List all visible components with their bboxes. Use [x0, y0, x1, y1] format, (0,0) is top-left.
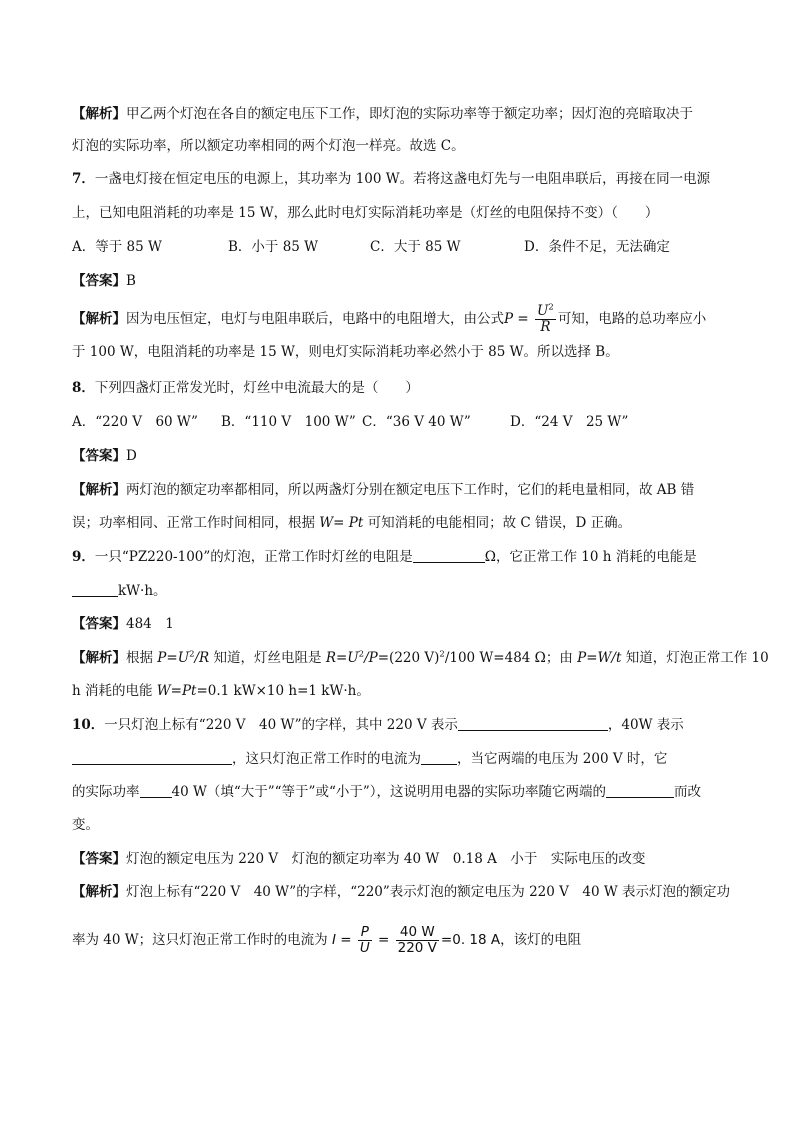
answer-label: 【答案】 [72, 851, 126, 867]
formula-numerator: P [358, 925, 372, 941]
q8-answer-value: D [126, 448, 137, 464]
q9-analysis-text: h 消耗的电能 [72, 683, 157, 699]
q10-stem-line-1 [72, 715, 722, 735]
q9-answer [72, 614, 722, 634]
analysis-label: 【解析】 [72, 650, 126, 666]
q7-analysis-line-2: 于 100 W，电阻消耗的功率是 15 W，则电灯实际消耗功率必然小于 85 W。所以选择 B。 [72, 344, 619, 360]
formula-power: P=U [157, 650, 190, 666]
q8-analysis-line-2 [72, 513, 722, 533]
q7-stem-line-2: 上，已知电阻消耗的功率是 15 W，那么此时电灯实际消耗功率是（灯丝的电阻保持不变）（ ） [72, 205, 659, 221]
q7-analysis-line-1 [72, 302, 722, 336]
q8-option-d: D．“24 V 25 W” [510, 414, 629, 430]
q10-blank-compare[interactable] [140, 783, 172, 798]
formula-power-den: /R [194, 650, 210, 666]
answer-label: 【答案】 [72, 448, 126, 464]
q10-analysis-text: 灯泡上标有“220 V 40 W”的字样，“220”表示灯泡的额定电压为 220 V 40 W 表示灯泡的额定功 [126, 884, 731, 900]
formula-exponent: 2 [439, 649, 445, 660]
q7-answer-value: B [126, 273, 136, 289]
formula-w-pt: W=Pt [156, 683, 197, 699]
q9-answer-value: 484 1 [126, 616, 174, 632]
formula-equals: = [373, 932, 394, 948]
q9-blank-energy[interactable] [72, 582, 118, 597]
formula-resistance-den: /P= [364, 650, 390, 666]
q8-analysis-line-1 [72, 480, 722, 500]
q9-stem-unit: kW·h。 [118, 583, 167, 599]
q8-option-c: C．“36 V 40 W” [362, 414, 471, 430]
formula-numerator: 40 W [396, 925, 439, 941]
q10-stem-text: ，当它两端的电压为 200 V 时，它 [457, 751, 668, 767]
formula-exponent: 2 [548, 302, 554, 313]
q9-analysis-line-1 [72, 648, 769, 668]
q10-number: 10． [72, 717, 105, 733]
analysis-label: 【解析】 [72, 106, 126, 122]
q9-analysis-text: /100 W=484 Ω；由 [444, 650, 578, 666]
q9-stem-line-1 [72, 547, 722, 567]
formula-p-wt: P=W/t [577, 650, 622, 666]
formula-fraction-values [396, 925, 439, 956]
formula-denominator: 220 V [397, 940, 437, 956]
formula-current: I [331, 932, 336, 948]
q10-analysis-line-1 [72, 882, 731, 902]
answer-label: 【答案】 [72, 616, 126, 632]
q7-option-c: C．大于 85 W [370, 239, 461, 255]
formula-exponent: 2 [358, 649, 365, 660]
analysis-label: 【解析】 [72, 884, 126, 900]
q9-analysis-text: 知道，灯丝电阻是 [209, 650, 326, 666]
formula-fraction [535, 304, 556, 335]
q10-stem-text: 而改 [674, 784, 702, 800]
q8-analysis-text: 两灯泡的额定功率都相同，所以两盏灯分别在额定电压下工作时，它们的耗电量相同，故 AB 错 [126, 482, 695, 498]
formula-resistance: R=U [325, 650, 359, 666]
q8-analysis-text: 误；功率相同、正常工作时间相同，根据 [72, 515, 320, 531]
q7-stem-text: 一盏电灯接在恒定电压的电源上，其功率为 100 W。若将这盏电灯先与一电阻串联后，再接在同一电源 [94, 171, 711, 187]
q9-stem-text: 一只“PZ220-100”的灯泡，正常工作时灯丝的电阻是 [94, 549, 413, 565]
q8-stem [72, 378, 722, 398]
q9-analysis-text: =0.1 kW×10 h=1 kW·h。 [196, 683, 370, 699]
q10-stem-text: ，40W 表示 [607, 717, 684, 733]
q7-option-d: D．条件不足，无法确定 [524, 239, 670, 255]
formula-fraction-pu [358, 925, 372, 956]
q9-analysis-text: 根据 [126, 650, 158, 666]
q9-analysis-text: 知道，灯泡正常工作 10 [621, 650, 769, 666]
formula-denominator: R [540, 319, 551, 335]
formula-numerator: U [537, 303, 549, 319]
q7-option-a: A．等于 85 W [72, 239, 162, 255]
q10-stem-text: 40 W（填“大于”“等于”或“小于”），这说明用电器的实际功率随它两端的 [171, 784, 607, 800]
q10-answer-value: 灯泡的额定电压为 220 V 灯泡的额定功率为 40 W 0.18 A 小于 实际电压的改变 [126, 851, 646, 867]
q10-analysis-text: 率为 40 W；这只灯泡正常工作时的电流为 [72, 932, 332, 948]
formula-w-pt: W= Pt [319, 515, 364, 531]
formula-equals: = [513, 311, 533, 327]
q8-number: 8． [72, 380, 95, 396]
q7-option-b: B．小于 85 W [228, 239, 319, 255]
q10-stem-line-3 [72, 782, 722, 802]
q10-blank-reason[interactable] [606, 783, 674, 798]
q7-stem-line-1 [72, 169, 722, 189]
q6-analysis-line-1 [72, 104, 722, 124]
q10-analysis-text: ，该灯的电阻 [500, 932, 582, 948]
q10-stem-line-2 [72, 749, 722, 769]
q9-analysis-value: (220 V) [389, 650, 440, 666]
q7-answer [72, 271, 722, 291]
q6-analysis-line-2: 灯泡的实际功率，所以额定功率相同的两个灯泡一样亮。故选 C。 [72, 138, 465, 154]
q6-analysis-text: 甲乙两个灯泡在各自的额定电压下工作，即灯泡的实际功率等于额定功率；因灯泡的亮暗取决于 [126, 106, 693, 122]
q7-analysis-text: 因为电压恒定，电灯与电阻串联后，电路中的电阻增大，由公式 [126, 311, 504, 327]
q8-analysis-text-cont: 可知消耗的电能相同；故 C 错误，D 正确。 [363, 515, 632, 531]
answer-label: 【答案】 [72, 273, 126, 289]
q10-blank-power-meaning[interactable] [72, 750, 232, 765]
q9-analysis-line-2 [72, 681, 722, 701]
q8-option-b: B．“110 V 100 W” [221, 414, 356, 430]
formula-result: =0. 18 A [440, 932, 501, 948]
q10-blank-voltage-meaning[interactable] [458, 716, 608, 731]
formula-denominator: U [359, 940, 370, 956]
q9-blank-resistance[interactable] [413, 548, 485, 563]
q10-blank-current[interactable] [421, 750, 457, 765]
q10-stem-line-4: 变。 [72, 817, 99, 833]
q7-number: 7． [72, 171, 95, 187]
analysis-label: 【解析】 [72, 311, 126, 327]
q10-answer [72, 849, 722, 869]
q10-stem-text: 一只灯泡上标有“220 V 40 W”的字样，其中 220 V 表示 [104, 717, 458, 733]
q8-answer [72, 446, 722, 466]
q10-stem-text: 的实际功率 [72, 784, 140, 800]
formula-exponent: 2 [189, 649, 195, 660]
q9-stem-text-cont: Ω，它正常工作 10 h 消耗的电能是 [484, 549, 697, 565]
q8-stem-text: 下列四盏灯正常发光时，灯丝中电流最大的是（ ） [94, 380, 419, 396]
analysis-label: 【解析】 [72, 482, 126, 498]
q8-option-a: A．“220 V 60 W” [72, 414, 198, 430]
q7-analysis-text-cont: 可知，电路的总功率应小 [557, 311, 707, 327]
formula-equals: = [335, 932, 356, 948]
formula-p: P [504, 311, 514, 327]
q9-stem-line-2 [72, 581, 722, 601]
q9-number: 9． [72, 549, 95, 565]
q10-analysis-line-2 [72, 920, 722, 960]
q10-stem-text: ，这只灯泡正常工作时的电流为 [232, 751, 421, 767]
